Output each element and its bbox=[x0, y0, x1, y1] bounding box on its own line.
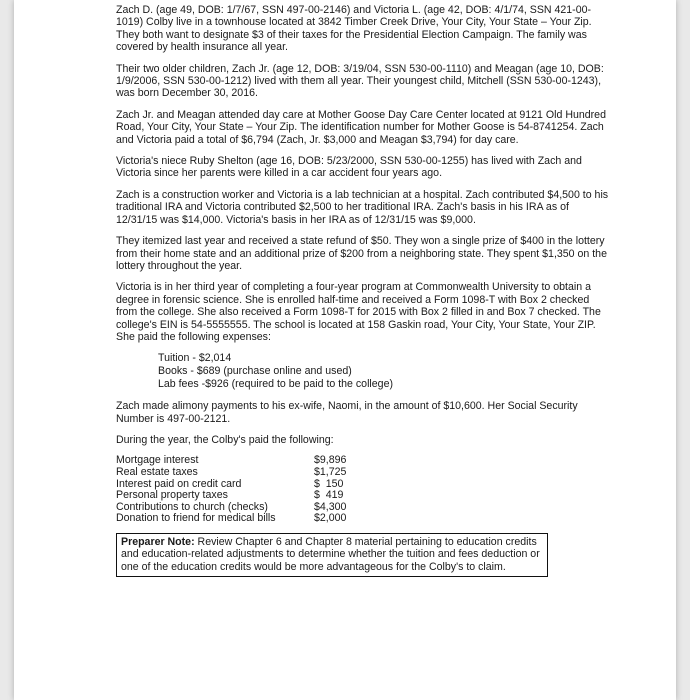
paragraph-day-care: Zach Jr. and Meagan attended day care at Mother Goose Day Care Center located at 9121 Old Hundred Road, Your City, Your State – Your Zip. The identification number for Mother Goose is 54-8741254. Zach and Victoria paid a total of $6,794 (Zach, Jr. $3,000 and Meagan $3,794) for day care. bbox=[116, 108, 606, 146]
paragraph-children: Their two older children, Zach Jr. (age 12, DOB: 3/19/04, SSN 530-00-1110) and Meagan (age 10, DOB: 1/9/2006, SSN 530-00-1212) lived with them all year. Their youngest child, Mitchell (SSN 530-00-1243), was born December 30, 2016. bbox=[116, 62, 604, 100]
document-page bbox=[14, 0, 676, 700]
preparer-note-box bbox=[116, 533, 548, 577]
document-content bbox=[116, 4, 612, 577]
paragraph-taxpayers: Zach D. (age 49, DOB: 1/7/67, SSN 497-00-2146) and Victoria L. (age 42, DOB: 4/1/74, SSN 421-00-1019) Colby live in a townhouse located at 3842 Timber Creek Drive, Your City, Your State – Your Zip. They both want to designate $3 of their taxes for the Presidential Election Campaign. The family was covered by health insurance all year. bbox=[116, 4, 592, 54]
education-expenses-list bbox=[158, 352, 612, 390]
payment-label: Real estate taxes bbox=[116, 465, 198, 478]
payments-table bbox=[116, 455, 346, 525]
expense-item-tuition: Tuition - $2,014 bbox=[158, 352, 232, 365]
payment-row bbox=[116, 490, 346, 502]
paragraph-education: Victoria is in her third year of completing a four-year program at Commonwealth University to obtain a degree in forensic science. She is enrolled half-time and received a Form 1098-T with Box 2 checked from the college. She also received a Form 1098-T for 2015 with Box 2 filled in and Box 7 checked. The college's EIN is 54-5555555. The school is located at 158 Gaskin road, Your City, Your State, Your ZIP. She paid the following expenses: bbox=[116, 281, 601, 343]
payment-label: Interest paid on credit card bbox=[116, 477, 242, 490]
payment-label: Donation to friend for medical bills bbox=[116, 512, 276, 525]
payment-label: Contributions to church (checks) bbox=[116, 500, 268, 513]
payment-amount: $4,300 bbox=[314, 500, 347, 513]
payment-label: Mortgage interest bbox=[116, 454, 199, 467]
paragraph-alimony: Zach made alimony payments to his ex-wife, Naomi, in the amount of $10,600. Her Social Security Number is 497-00-2121. bbox=[116, 400, 578, 425]
payment-amount: $2,000 bbox=[314, 512, 347, 525]
paragraph-ira: Zach is a construction worker and Victoria is a lab technician at a hospital. Zach contributed $4,500 to his traditional IRA and Victoria contributed $2,500 to her traditional IRA. Zach's basis in his IRA as of 12/31/15 was $14,000. Victoria's basis in her IRA as of 12/31/15 was $9,000. bbox=[116, 188, 609, 226]
preparer-note-label: Preparer Note: bbox=[121, 535, 195, 548]
preparer-note-text: Review Chapter 6 and Chapter 8 material pertaining to education credits and education-related adjustments to determine whether the tuition and fees deduction or one of the education credits would be more advantageous for the Colby's to claim. bbox=[121, 535, 540, 573]
payment-row bbox=[116, 513, 346, 525]
expense-item-lab-fees: Lab fees -$926 (required to be paid to the college) bbox=[158, 377, 393, 390]
payment-label: Personal property taxes bbox=[116, 489, 228, 502]
paragraph-niece: Victoria's niece Ruby Shelton (age 16, DOB: 5/23/2000, SSN 530-00-1255) has lived with Zach and Victoria since her parents were killed in a car accident four years ago. bbox=[116, 155, 582, 180]
payment-amount: $ 419 bbox=[314, 489, 344, 502]
expense-item-books: Books - $689 (purchase online and used) bbox=[158, 364, 352, 377]
paragraph-lottery: They itemized last year and received a state refund of $50. They won a single prize of $400 in the lottery from their home state and an additional prize of $200 from a neighboring state. They spent $1,350 on the lottery throughout the year. bbox=[116, 235, 607, 272]
payment-amount: $ 150 bbox=[314, 477, 344, 490]
payment-amount: $1,725 bbox=[314, 465, 347, 478]
paragraph-payments-intro: During the year, the Colby's paid the following: bbox=[116, 433, 334, 446]
payment-amount: $9,896 bbox=[314, 454, 347, 467]
payment-row bbox=[116, 467, 346, 479]
